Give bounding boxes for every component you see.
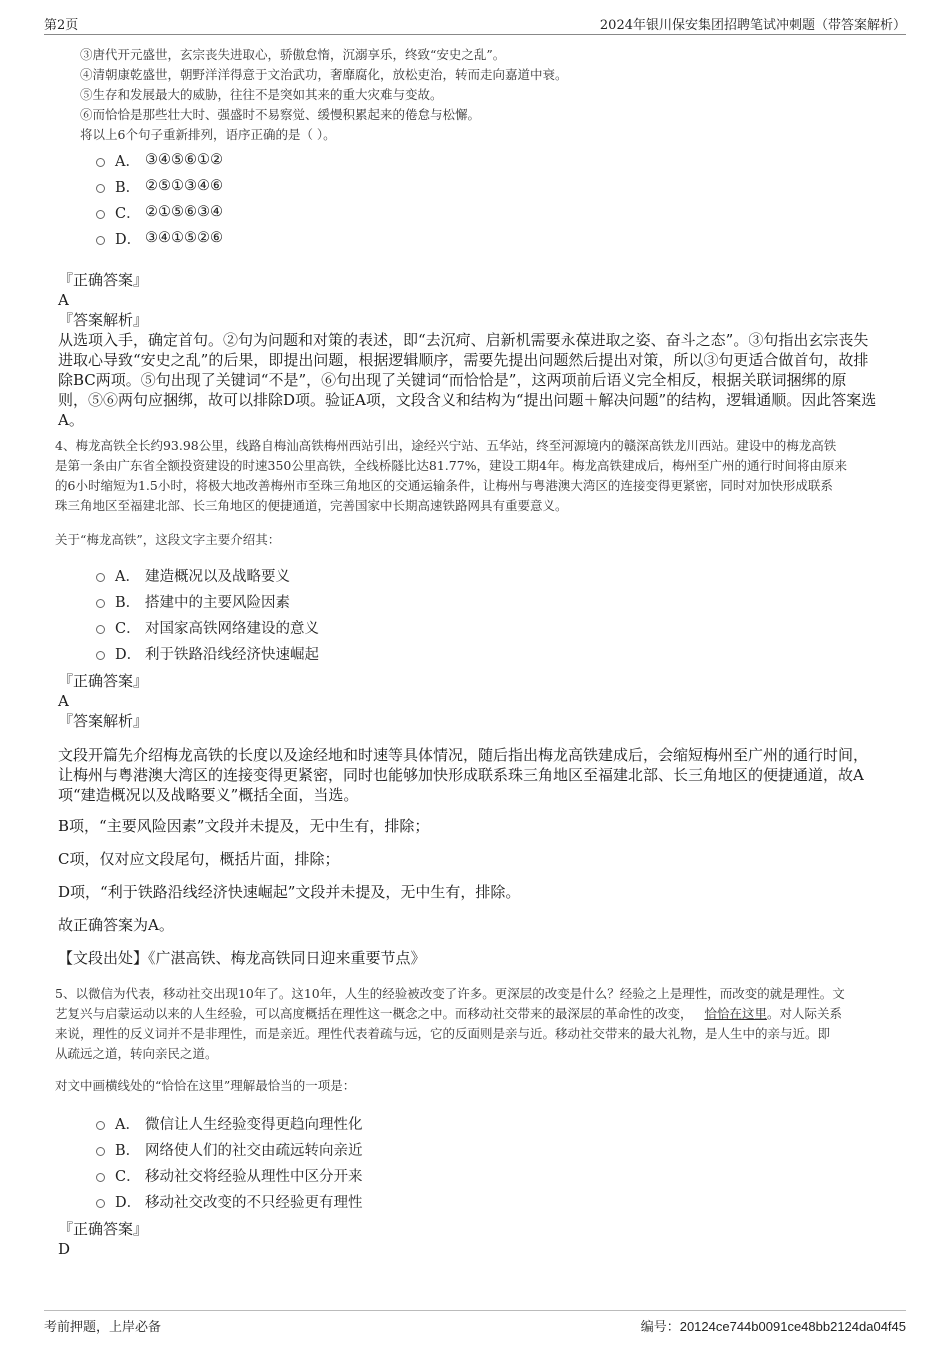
page-footer	[44, 1310, 906, 1337]
q3-line: ④清朝康乾盛世，朝野洋洋得意于文治武功，奢靡腐化，放松吏治，转而走向嘉道中衰。	[80, 67, 568, 82]
q5-line: 从疏远之道，转向亲民之道。	[55, 1046, 218, 1061]
q5-stem	[55, 984, 897, 1064]
radio-icon[interactable]	[96, 158, 105, 167]
q5-line: 艺复兴与启蒙运动以来的人生经验，可以高度概括在理性这一概念之中。而移动社交带来的最深层的革命性的改变， 恰恰在这里。对人际关系	[55, 1006, 843, 1021]
q3-question: 将以上6个句子重新排列，语序正确的是（ ）。	[80, 127, 336, 142]
answer-value: D	[58, 1240, 71, 1258]
page-header	[44, 12, 906, 35]
answer-label: 『正确答案』	[58, 672, 149, 690]
q3-options	[96, 147, 223, 251]
radio-icon[interactable]	[96, 1173, 105, 1182]
option-text: 利于铁路沿线经济快速崛起	[145, 646, 319, 663]
q5-answer-block	[58, 1219, 148, 1259]
q4-stem	[55, 436, 897, 516]
option-text: 移动社交将经验从理性中区分开来	[145, 1168, 363, 1185]
q4-analysis-c: C项，仅对应文段尾句，概括片面，排除；	[58, 850, 340, 868]
q4-conclusion: 故正确答案为A。	[58, 916, 174, 934]
option-text: ②⑤①③④⑥	[145, 178, 223, 194]
analysis-line: 则，⑤⑥两句应捆绑，故可以排除D项。验证A项，文段含义和结构为“提出问题＋解决问题”的结构，逻辑通顺。因此答案选	[58, 391, 877, 409]
footer-slogan: 考前押题，上岸必备	[44, 1320, 162, 1335]
page-number: 第2页	[44, 18, 79, 33]
q3-option-b[interactable]: B． ②⑤①③④⑥	[96, 173, 223, 199]
q3-option-c[interactable]: C． ②①⑤⑥③④	[96, 199, 223, 225]
analysis-line: 文段开篇先介绍梅龙高铁的长度以及途经地和时速等具体情况，随后指出梅龙高铁建成后，会缩短梅州至广州的通行时间，	[58, 746, 869, 764]
analysis-line: A。	[58, 411, 84, 429]
analysis-label: 『答案解析』	[58, 712, 149, 730]
q5-options	[96, 1110, 363, 1214]
q4-line: 4、梅龙高铁全长约93.98公里，线路自梅汕高铁梅州西站引出，途经兴宁站、五华站，终至河源境内的赣深高铁龙川西站。建设中的梅龙高铁	[55, 438, 837, 453]
answer-value: A	[58, 692, 69, 710]
analysis-line: 除BC两项。⑤句出现了关键词“不是”，⑥句出现了关键词“而恰恰是”，这两项前后语义完全相反，根据关联词捆绑的原	[58, 371, 847, 389]
option-text: ③④①⑤②⑥	[145, 230, 223, 246]
q3-option-a[interactable]: A． ③④⑤⑥①②	[96, 147, 223, 173]
q5-option-c[interactable]: C． 移动社交将经验从理性中区分开来	[96, 1162, 363, 1188]
radio-icon[interactable]	[96, 573, 105, 582]
analysis-label: 『答案解析』	[58, 311, 149, 329]
q3-analysis	[58, 310, 898, 430]
q4-line: 珠三角地区至福建北部、长三角地区的便捷通道，完善国家中长期高速铁路网具有重要意义。	[55, 498, 568, 513]
q4-option-b[interactable]: B． 搭建中的主要风险因素	[96, 588, 319, 614]
q5-option-a[interactable]: A． 微信让人生经验变得更趋向理性化	[96, 1110, 363, 1136]
underlined-phrase: 恰恰在这里	[704, 1006, 768, 1021]
option-text: ③④⑤⑥①②	[145, 152, 223, 168]
analysis-line: 进取心导致“安史之乱”的后果，即提出问题，根据逻辑顺序，需要先提出问题然后提出对策，所以③句更适合做首句，故排	[58, 351, 869, 369]
radio-icon[interactable]	[96, 1199, 105, 1208]
radio-icon[interactable]	[96, 651, 105, 660]
q4-source: 【文段出处】《广湛高铁、梅龙高铁同日迎来重要节点》	[58, 949, 426, 967]
q5-option-d[interactable]: D． 移动社交改变的不只经验更有理性	[96, 1188, 363, 1214]
option-text: 网络使人们的社交由疏远转向亲近	[145, 1142, 363, 1159]
option-text: 微信让人生经验变得更趋向理性化	[145, 1116, 363, 1133]
q4-analysis	[58, 745, 898, 805]
q5-line: 5、以微信为代表，移动社交出现10年了。这10年，人生的经验被改变了许多。更深层的改变是什么？经验之上是理性，而改变的就是理性。文	[55, 986, 845, 1001]
analysis-line: 项“建造概况以及战略要义”概括全面，当选。	[58, 786, 359, 804]
radio-icon[interactable]	[96, 1121, 105, 1130]
radio-icon[interactable]	[96, 1147, 105, 1156]
q3-answer-block	[58, 270, 148, 310]
answer-value: A	[58, 291, 69, 309]
radio-icon[interactable]	[96, 184, 105, 193]
document-title: 2024年银川保安集团招聘笔试冲刺题（带答案解析）	[599, 18, 906, 33]
q3-line: ⑥而恰恰是那些壮大时、强盛时不易察觉、缓慢积累起来的倦怠与松懈。	[80, 107, 481, 122]
q4-line: 的6小时缩短为1.5小时，将极大地改善梅州市至珠三角地区的交通运输条件，让梅州与粤港澳大湾区的连接变得更紧密，同时对加快形成联系	[55, 478, 833, 493]
q4-answer-block	[58, 671, 148, 731]
option-text: 对国家高铁网络建设的意义	[145, 620, 319, 637]
q4-analysis-b: B项，“主要风险因素”文段并未提及，无中生有，排除；	[58, 817, 430, 835]
q4-options	[96, 562, 319, 666]
analysis-line: 让梅州与粤港澳大湾区的连接变得更紧密，同时也能够加快形成联系珠三角地区至福建北部、长三角地区的便捷通道，故A	[58, 766, 864, 784]
radio-icon[interactable]	[96, 625, 105, 634]
option-text: 建造概况以及战略要义	[145, 568, 290, 585]
option-text: 搭建中的主要风险因素	[145, 594, 290, 611]
q4-line: 是第一条由广东省全额投资建设的时速350公里高铁，全线桥隧比达81.77%，建设工期4年。梅龙高铁建成后，梅州至广州的通行时间将由原来	[55, 458, 847, 473]
q4-question: 关于“梅龙高铁”，这段文字主要介绍其：	[55, 532, 281, 547]
answer-label: 『正确答案』	[58, 1220, 149, 1238]
q4-option-d[interactable]: D． 利于铁路沿线经济快速崛起	[96, 640, 319, 666]
q4-analysis-d: D项，“利于铁路沿线经济快速崛起”文段并未提及，无中生有，排除。	[58, 883, 521, 901]
radio-icon[interactable]	[96, 599, 105, 608]
q4-option-a[interactable]: A． 建造概况以及战略要义	[96, 562, 319, 588]
q4-option-c[interactable]: C． 对国家高铁网络建设的意义	[96, 614, 319, 640]
q5-option-b[interactable]: B． 网络使人们的社交由疏远转向亲近	[96, 1136, 363, 1162]
q3-option-d[interactable]: D． ③④①⑤②⑥	[96, 225, 223, 251]
footer-serial: 编号：20124ce744b0091ce48bb2124da04f45	[640, 1319, 906, 1335]
q5-question: 对文中画横线处的“恰恰在这里”理解最恰当的一项是：	[55, 1078, 356, 1093]
q3-line: ⑤生存和发展最大的威胁，往往不是突如其来的重大灾难与变故。	[80, 87, 443, 102]
analysis-line: 从选项入手，确定首句。②句为问题和对策的表述，即“去沉疴、启新机需要永葆进取之姿、奋斗之态”。③句指出玄宗丧失	[58, 331, 869, 349]
option-text: 移动社交改变的不只经验更有理性	[145, 1194, 363, 1211]
q3-line: ③唐代开元盛世，玄宗丧失进取心，骄傲怠惰，沉溺享乐，终致“安史之乱”。	[80, 47, 506, 62]
radio-icon[interactable]	[96, 236, 105, 245]
radio-icon[interactable]	[96, 210, 105, 219]
option-text: ②①⑤⑥③④	[145, 204, 223, 220]
q3-stem	[80, 45, 900, 145]
answer-label: 『正确答案』	[58, 271, 149, 289]
q5-line: 来说，理性的反义词并不是非理性，而是亲近。理性代表着疏与远，它的反面则是亲与近。移动社交带来的最大礼物，是人生中的亲与近。即	[55, 1026, 831, 1041]
